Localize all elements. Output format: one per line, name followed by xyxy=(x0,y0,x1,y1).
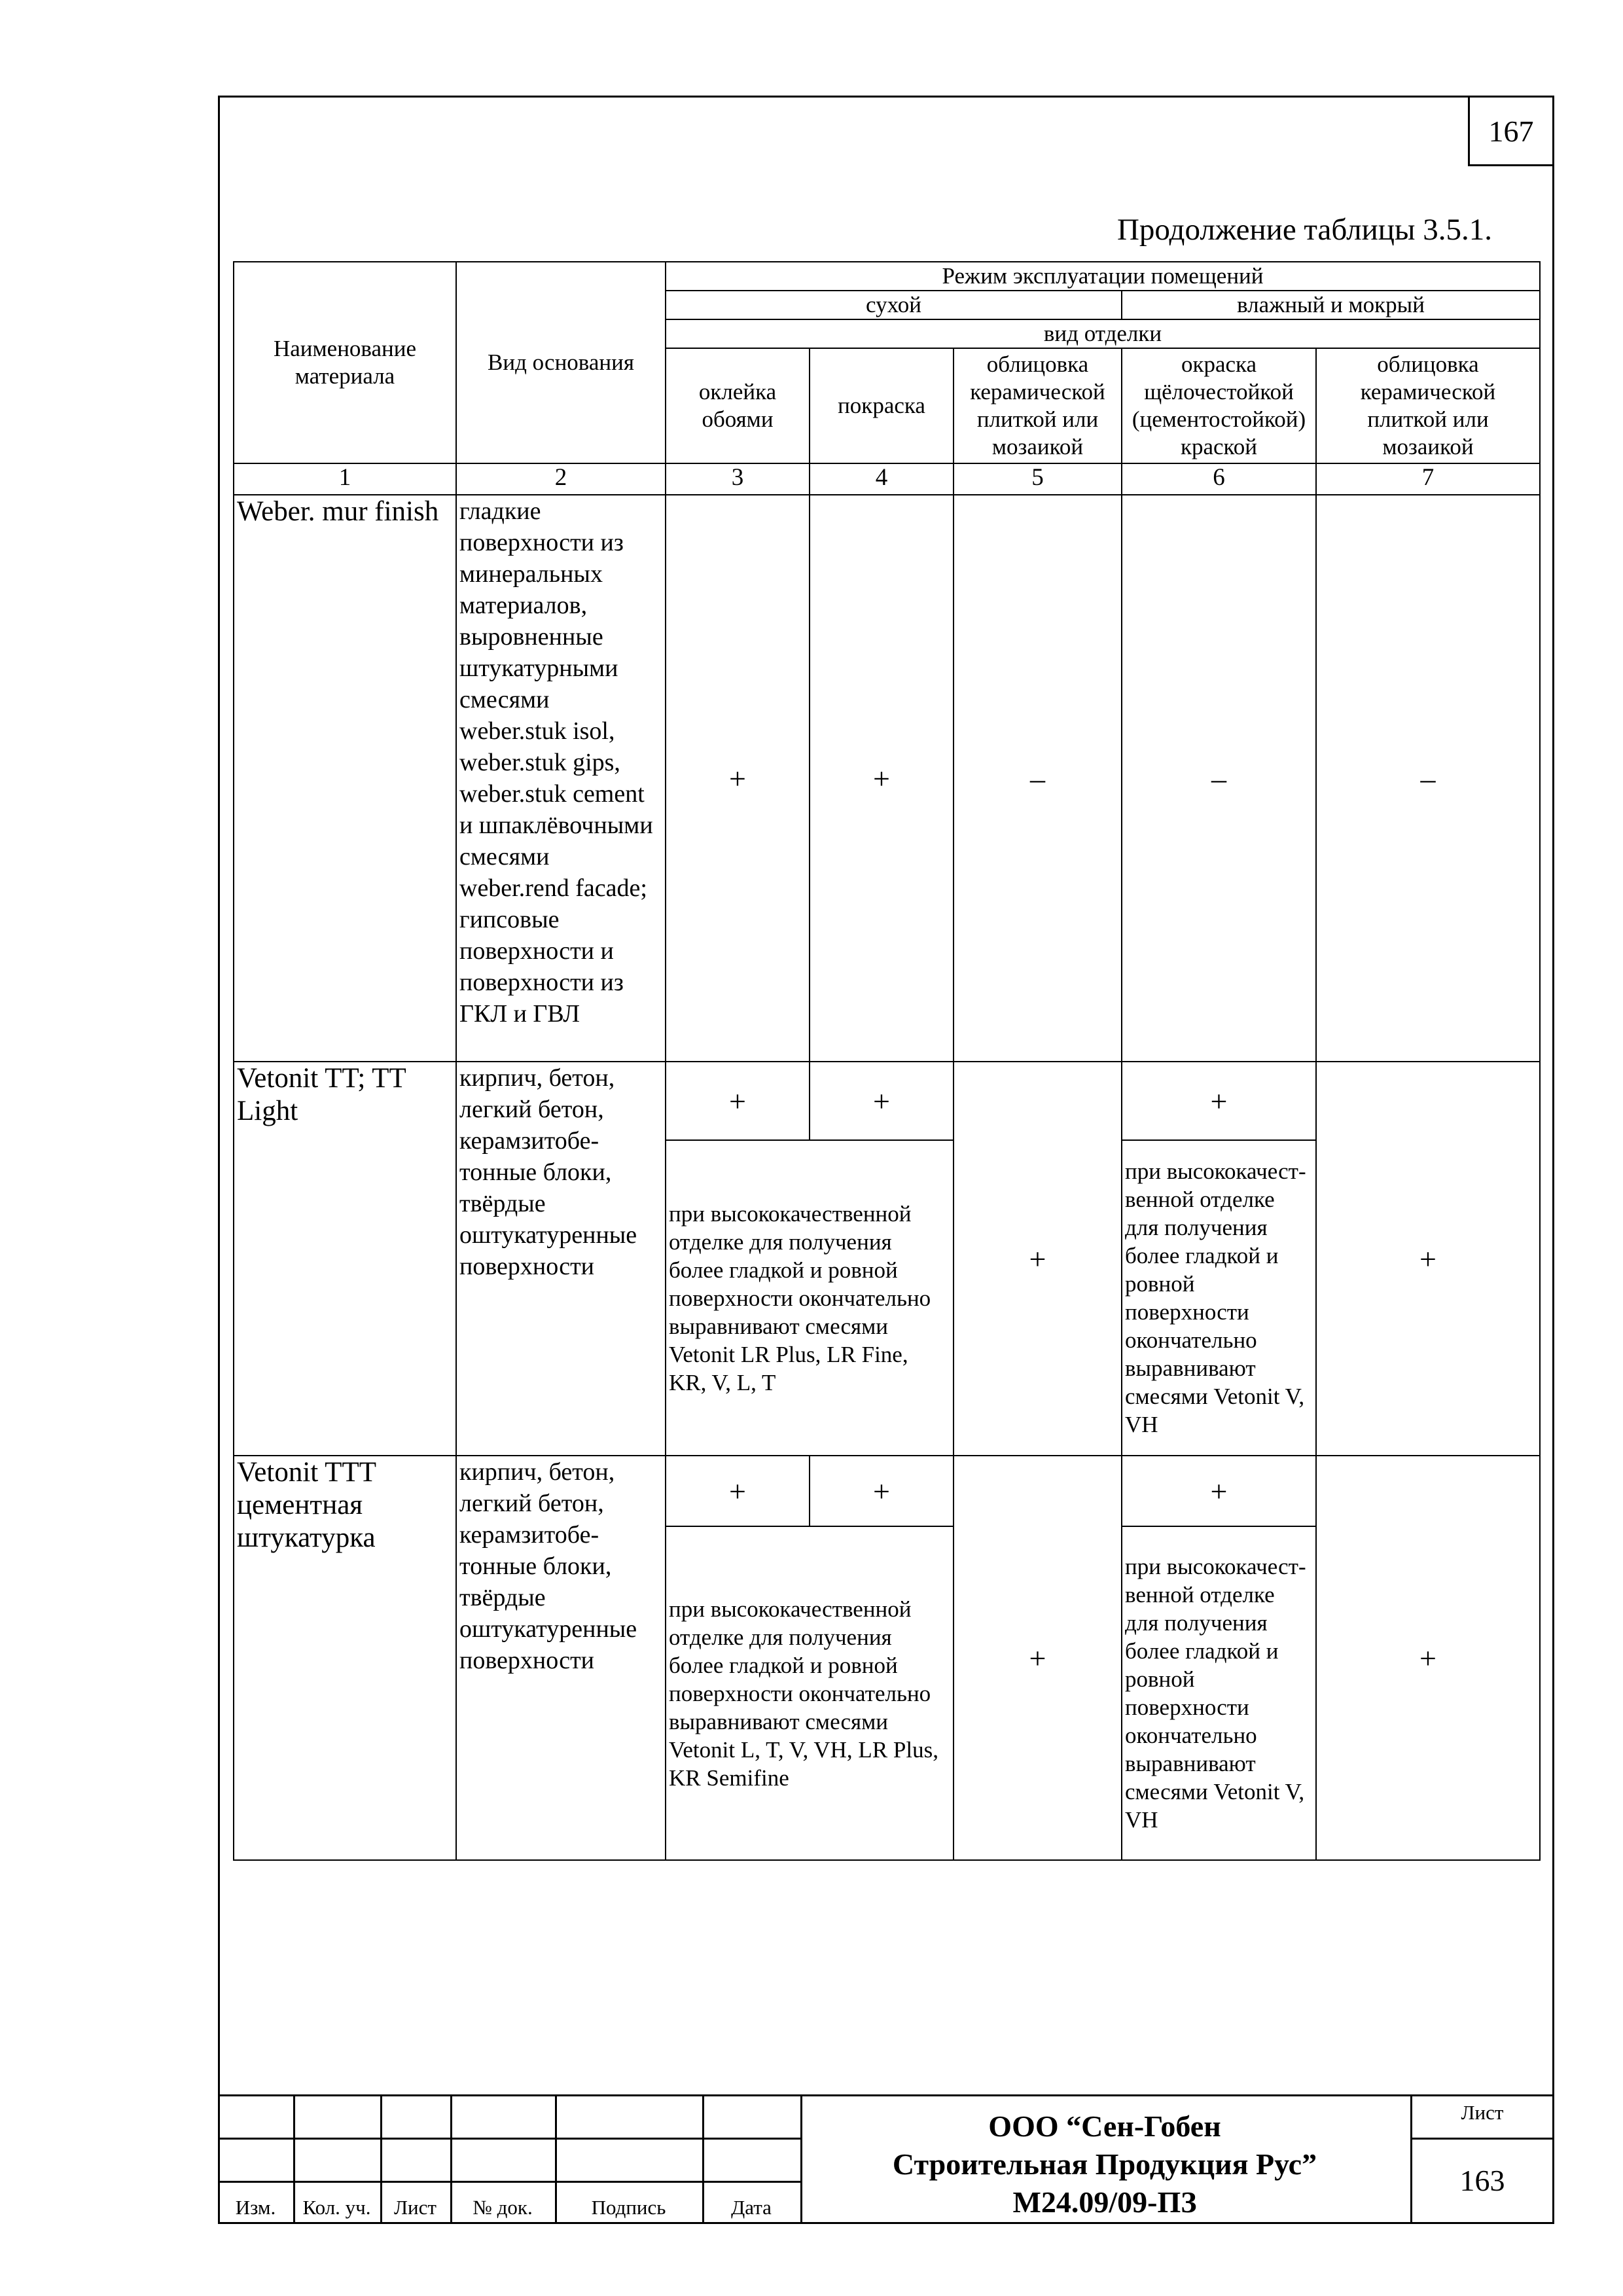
cell-value: – xyxy=(954,495,1122,1062)
stamp-caption-kol-uch: Кол. уч. xyxy=(302,2196,371,2219)
cell-value: – xyxy=(1316,495,1540,1062)
sheet-number: 163 xyxy=(1459,2164,1505,2197)
header-col6: окраска щёлочестойкой (цементостойкой) краской xyxy=(1122,348,1316,463)
cell-value: + xyxy=(666,1062,810,1140)
material-name: Vetonit TTT цементная штукатурка xyxy=(234,1456,456,1860)
material-name: Weber. mur finish xyxy=(234,495,456,1062)
header-mode: Режим эксплуатации помещений xyxy=(666,262,1540,291)
cell-value: + xyxy=(954,1456,1122,1860)
cell-value: + xyxy=(666,1456,810,1526)
header-material: Наименование материала xyxy=(234,262,456,463)
cell-value: + xyxy=(810,495,954,1062)
table-row xyxy=(234,495,1540,1062)
column-number: 6 xyxy=(1122,463,1316,495)
header-col7: облицовка керамической плиткой или мозаикой xyxy=(1316,348,1540,463)
title-block xyxy=(218,2094,1554,2224)
stamp-caption-list: Лист xyxy=(394,2196,437,2219)
cell-value: + xyxy=(1316,1062,1540,1456)
materials-table xyxy=(233,261,1541,1861)
column-number: 5 xyxy=(954,463,1122,495)
cell-value: + xyxy=(954,1062,1122,1456)
document-code: М24.09/09-ПЗ xyxy=(1012,2185,1197,2219)
header-dry: сухой xyxy=(666,291,1122,319)
base-description: кирпич, бетон, легкий бетон, керамзитобе-тонные блоки, твёрдые оштукатуренные поверхности xyxy=(456,1456,666,1860)
base-description: гладкие поверхности из минеральных материалов, выровненные штукатурными смесями weber.stuk isol, weber.stuk gips, weber.stuk cement и шпаклёвочными смесями weber.rend facade; гипсовые поверхности и поверхности из ГКЛ и ГВЛ xyxy=(456,495,666,1062)
material-name: Vetonit TT; TT Light xyxy=(234,1062,456,1456)
cell-value: + xyxy=(1316,1456,1540,1860)
company-line-1: ООО “Сен-Гобен xyxy=(988,2109,1221,2143)
page-number: 167 xyxy=(1468,96,1554,166)
note-dry: при высококачественной отделке для получения более гладкой и ровной поверхности окончательно выравнивают смесями Vetonit LR Plus, LR Fine, KR, V, L, T xyxy=(666,1140,954,1456)
table-row xyxy=(234,1062,1540,1140)
table-row xyxy=(234,1456,1540,1526)
company-line-2: Строительная Продукция Рус” xyxy=(892,2147,1317,2181)
stamp-caption-signature: Подпись xyxy=(591,2196,666,2219)
cell-value: + xyxy=(1122,1456,1316,1526)
cell-value: + xyxy=(810,1062,954,1140)
stamp-caption-doc-no: № док. xyxy=(473,2196,533,2219)
stamp-caption-izm: Изм. xyxy=(235,2196,276,2219)
column-number: 3 xyxy=(666,463,810,495)
column-number: 2 xyxy=(456,463,666,495)
company-title xyxy=(800,2108,1409,2221)
note-wet: при высококачест-венной отделке для получения более гладкой и ровной поверхности окончательно выравнивают смесями Vetonit V, VH xyxy=(1122,1526,1316,1860)
column-number: 7 xyxy=(1316,463,1540,495)
header-wet: влажный и мокрый xyxy=(1122,291,1540,319)
stamp-caption-date: Дата xyxy=(731,2196,772,2219)
header-base: Вид основания xyxy=(456,262,666,463)
header-col3: оклейка обоями xyxy=(666,348,810,463)
column-number: 4 xyxy=(810,463,954,495)
cell-value: – xyxy=(1122,495,1316,1062)
column-number: 1 xyxy=(234,463,456,495)
base-description: кирпич, бетон, легкий бетон, керамзитобе-тонные блоки, твёрдые оштукатуренные поверхности xyxy=(456,1062,666,1456)
note-dry: при высококачественной отделке для получения более гладкой и ровной поверхности окончательно выравнивают смесями Vetonit L, T, V, VH, LR Plus, KR Semifine xyxy=(666,1526,954,1860)
header-col4: покраска xyxy=(810,348,954,463)
cell-value: + xyxy=(810,1456,954,1526)
table-continuation-caption: Продолжение таблицы 3.5.1. xyxy=(1116,213,1492,247)
column-numbers-row xyxy=(234,463,1540,495)
header-finish-type: вид отделки xyxy=(666,319,1540,348)
header-col5: облицовка керамической плиткой или мозаикой xyxy=(954,348,1122,463)
cell-value: + xyxy=(1122,1062,1316,1140)
note-wet: при высококачест-венной отделке для получения более гладкой и ровной поверхности окончательно выравнивают смесями Vetonit V, VH xyxy=(1122,1140,1316,1456)
sheet-label: Лист xyxy=(1461,2101,1504,2124)
cell-value: + xyxy=(666,495,810,1062)
